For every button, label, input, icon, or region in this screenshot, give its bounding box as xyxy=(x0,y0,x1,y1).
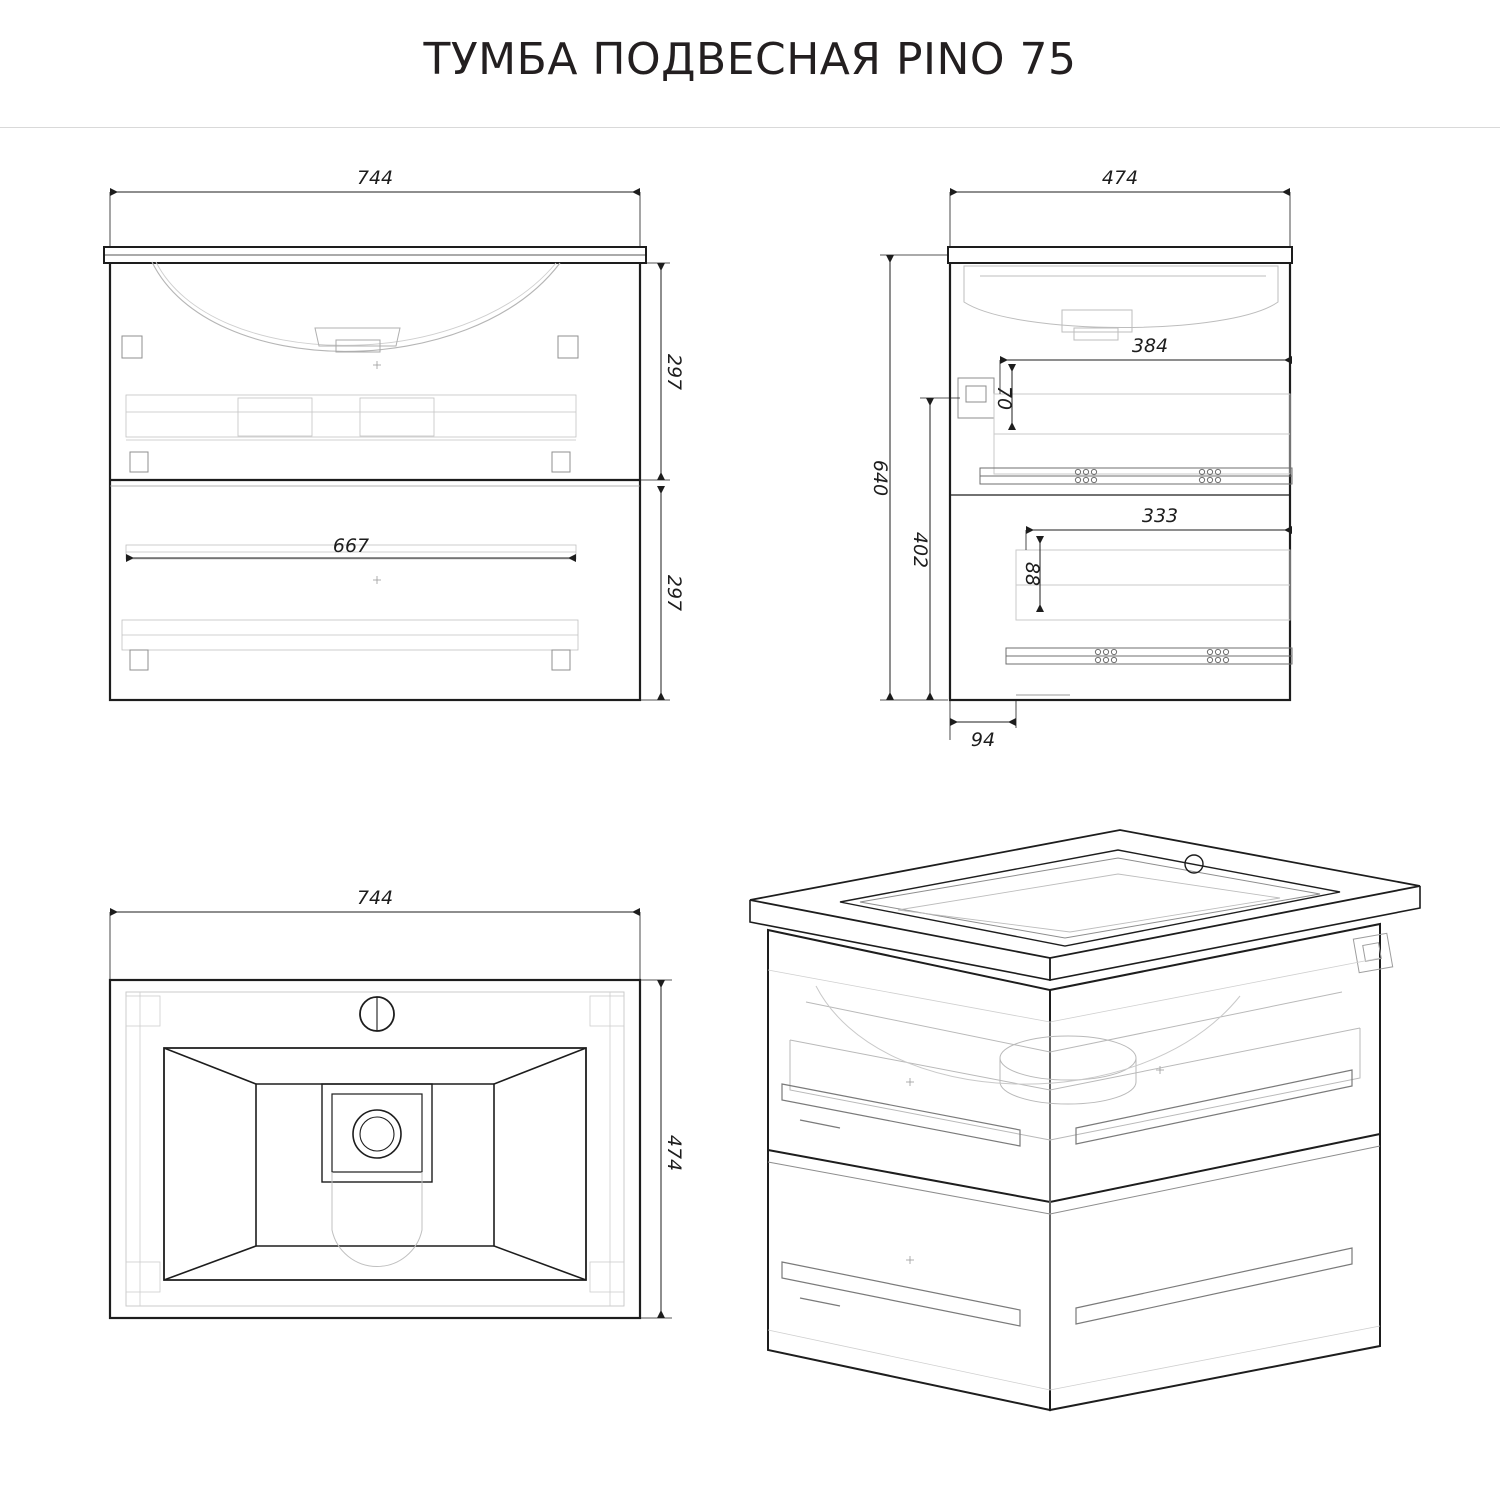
top-view-panel xyxy=(60,870,720,1370)
side-total-height-label: 640 xyxy=(869,459,891,497)
side-top-drawer-height-label: 70 xyxy=(993,385,1015,411)
front-bottom-drawer-height-label: 297 xyxy=(663,574,685,612)
side-bottom-drawer-depth-label: 333 xyxy=(1141,505,1179,527)
dimension-heights xyxy=(640,263,670,700)
side-depth-label: 474 xyxy=(1101,167,1139,189)
side-view-panel xyxy=(830,150,1450,770)
dimension-top-width-744 xyxy=(110,908,640,980)
side-base-offset-label: 94 xyxy=(970,729,996,751)
side-lower-height-label: 402 xyxy=(909,531,931,569)
dimension-base-94 xyxy=(950,718,1016,726)
sheet-header xyxy=(0,0,1500,128)
side-top-drawer-depth-label: 384 xyxy=(1131,335,1169,357)
isometric-view-panel xyxy=(720,790,1460,1430)
page-title: ТУМБА ПОДВЕСНАЯ PINO 75 xyxy=(423,34,1077,85)
front-inner-width-label: 667 xyxy=(332,535,370,557)
top-depth-label: 474 xyxy=(663,1134,685,1172)
front-view-panel xyxy=(60,150,720,730)
front-width-label: 744 xyxy=(356,167,394,189)
front-top-drawer-height-label: 297 xyxy=(663,353,685,391)
top-width-label: 744 xyxy=(356,887,394,909)
dimension-top-drawer-384 xyxy=(1000,356,1292,394)
side-bottom-drawer-height-label: 88 xyxy=(1021,561,1043,587)
dimension-bottom-drawer-333 xyxy=(1026,526,1292,550)
